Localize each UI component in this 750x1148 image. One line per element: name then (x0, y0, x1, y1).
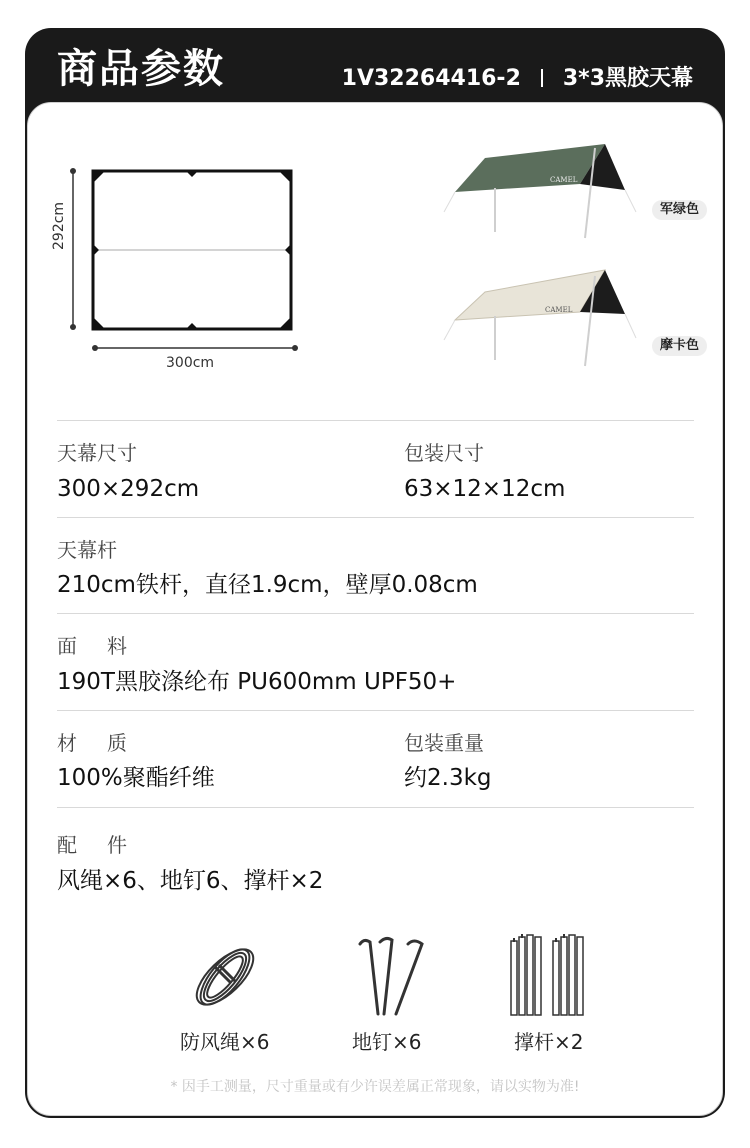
accessories-value: 风绳×6、地钉6、撑杆×2 (57, 868, 324, 894)
brand-logo: CAMEL (545, 306, 573, 314)
height-dimension-label: 292cm (51, 201, 67, 250)
package-weight-value: 约2.3kg (404, 765, 492, 791)
page-title: 商品参数 (57, 46, 225, 92)
product-name: 3*3黑胶天幕 (562, 66, 693, 91)
model-number: 1V32264416-2 (341, 66, 521, 91)
fabric-value: 190T黑胶涤纶布 PU600mm UPF50+ (57, 669, 457, 695)
rope-icon (185, 937, 265, 1017)
pole-label: 撑杆×2 (514, 1030, 584, 1054)
subtitle-separator (541, 69, 543, 87)
package-size-label: 包装尺寸 (404, 441, 484, 465)
pole-value: 210cm铁杆，直径1.9cm，壁厚0.08cm (57, 572, 478, 598)
stake-icon (352, 934, 432, 1019)
tarp-size-value: 300×292cm (57, 476, 200, 502)
variant-mocha-label: 摩卡色 (652, 336, 707, 356)
product-subtitle (342, 64, 693, 94)
divider (57, 710, 694, 711)
tarp-outline-icon (50, 165, 310, 375)
dimension-diagram (50, 165, 310, 375)
pole-icon (505, 933, 590, 1018)
divider (57, 517, 694, 518)
material-label: 材质 (57, 731, 157, 755)
tarp-mocha-image (440, 268, 640, 368)
divider (57, 613, 694, 614)
divider (57, 807, 694, 808)
tarp-size-label: 天幕尺寸 (57, 441, 137, 465)
package-size-value: 63×12×12cm (404, 476, 566, 502)
rope-label: 防风绳×6 (180, 1030, 270, 1054)
accessories-label: 配件 (57, 833, 157, 857)
divider (57, 420, 694, 421)
stake-label: 地钉×6 (352, 1030, 422, 1054)
package-weight-label: 包装重量 (404, 731, 484, 755)
fabric-label: 面料 (57, 634, 157, 658)
tarp-green-image (440, 140, 640, 240)
material-value: 100%聚酯纤维 (57, 765, 215, 791)
variant-green-label: 军绿色 (652, 200, 707, 220)
brand-logo: CAMEL (550, 176, 578, 184)
width-dimension-label: 300cm (166, 355, 215, 371)
footnote: * 因手工测量，尺寸重量或有少许误差属正常现象，请以实物为准! (170, 1079, 580, 1095)
pole-label: 天幕杆 (57, 538, 117, 562)
